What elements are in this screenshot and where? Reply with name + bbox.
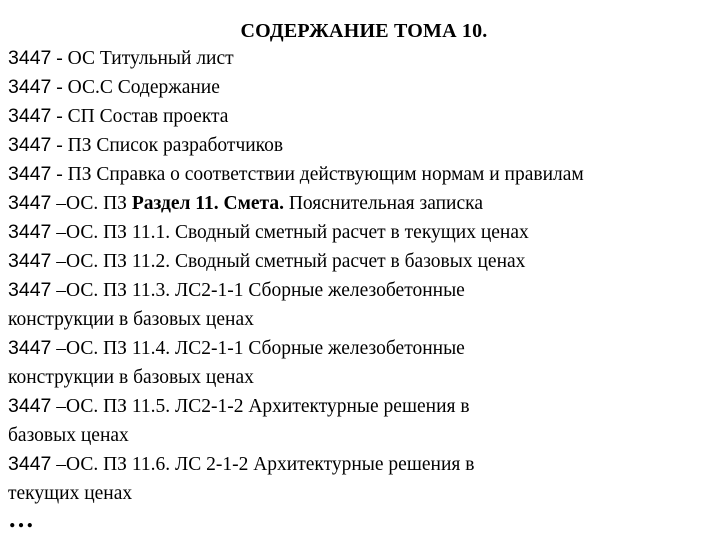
contents-line-text: –ОС. ПЗ 11.6. ЛС 2-1-2 Архитектурные решения в: [51, 454, 475, 475]
contents-line-continuation: [8, 421, 716, 450]
contents-line: [8, 450, 716, 479]
contents-line-text: - СП Состав проекта: [51, 106, 229, 127]
contents-line-text: –ОС. ПЗ 11.4. ЛС2-1-1 Сборные железобетонные: [51, 338, 465, 359]
contents-line: [8, 44, 716, 73]
document-code: 3447: [8, 250, 52, 272]
contents-line: [8, 102, 716, 131]
document-code: 3447: [8, 192, 52, 214]
contents-line-text: –ОС. ПЗ 11.3. ЛС2-1-1 Сборные железобетонные: [51, 280, 465, 301]
contents-line-text: –ОС. ПЗ 11.1. Сводный сметный расчет в текущих ценах: [51, 222, 529, 243]
contents-line-continuation: [8, 479, 716, 508]
contents-line: [8, 247, 716, 276]
contents-line-text: –ОС. ПЗ 11.2. Сводный сметный расчет в базовых ценах: [51, 251, 526, 272]
contents-line-text: - ОС Титульный лист: [51, 48, 234, 69]
contents-line: [8, 218, 716, 247]
document-code: 3447: [8, 453, 52, 475]
page-title-text: СОДЕРЖАНИЕ ТОМА 10.: [240, 20, 488, 42]
document-code: 3447: [8, 279, 52, 301]
contents-line-suffix: Пояснительная записка: [283, 193, 483, 214]
document-code: 3447: [8, 105, 52, 127]
document-code: 3447: [8, 134, 52, 156]
document-code: 3447: [8, 76, 52, 98]
continuation-ellipsis: …: [8, 504, 35, 533]
contents-line-section: [8, 189, 716, 218]
document-code: 3447: [8, 395, 52, 417]
contents-line-text: конструкции в базовых ценах: [8, 309, 254, 330]
contents-line-continuation: [8, 363, 716, 392]
document-code: 3447: [8, 337, 52, 359]
contents-line-continuation: [8, 305, 716, 334]
contents-line: [8, 160, 716, 189]
section-heading: Раздел 11. Смета.: [131, 193, 284, 214]
contents-line-text: - ОС.С Содержание: [51, 77, 220, 98]
contents-line-text: базовых ценах: [8, 425, 129, 446]
contents-line-text: –ОС. ПЗ 11.5. ЛС2-1-2 Архитектурные решения в: [51, 396, 470, 417]
contents-line-text: конструкции в базовых ценах: [8, 367, 254, 388]
contents-line-text: - ПЗ Справка о соответствии действующим нормам и правилам: [51, 164, 584, 185]
contents-line-text: текущих ценах: [8, 483, 133, 504]
contents-list: [8, 44, 716, 508]
document-code: 3447: [8, 163, 52, 185]
contents-line-prefix: –ОС. ПЗ: [51, 193, 132, 214]
page-title: [0, 18, 720, 44]
contents-line: [8, 334, 716, 363]
contents-line-text: - ПЗ Список разработчиков: [51, 135, 284, 156]
contents-line: [8, 392, 716, 421]
contents-line: [8, 73, 716, 102]
document-code: 3447: [8, 221, 52, 243]
contents-line: [8, 131, 716, 160]
document-code: 3447: [8, 47, 52, 69]
contents-line: [8, 276, 716, 305]
